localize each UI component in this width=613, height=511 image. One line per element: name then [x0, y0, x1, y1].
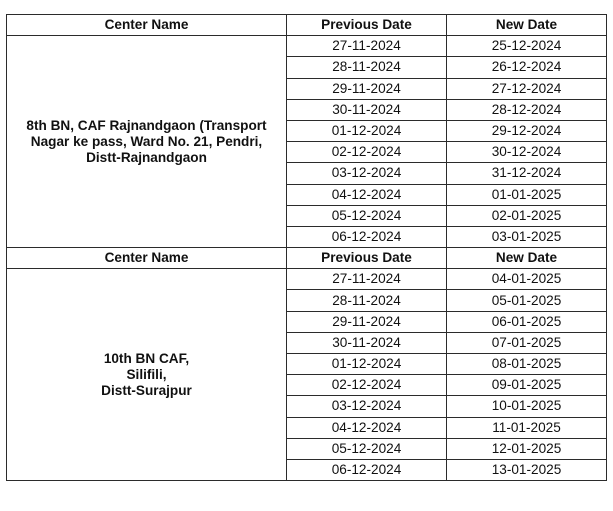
- previous-date-cell: 06-12-2024: [287, 459, 447, 480]
- center-name-header: Center Name: [7, 248, 287, 269]
- previous-date-cell: 30-11-2024: [287, 99, 447, 120]
- table-row: [7, 36, 607, 57]
- new-date-cell: 31-12-2024: [447, 163, 607, 184]
- center-name-line: Distt-Surajpur: [101, 382, 192, 398]
- new-date-cell: 07-01-2025: [447, 332, 607, 353]
- previous-date-cell: 30-11-2024: [287, 332, 447, 353]
- new-date-cell: 01-01-2025: [447, 184, 607, 205]
- center-name-line: 8th BN, CAF Rajnandgaon (Transport: [26, 117, 267, 133]
- new-date-cell: 08-01-2025: [447, 354, 607, 375]
- previous-date-cell: 02-12-2024: [287, 142, 447, 163]
- new-date-cell: 29-12-2024: [447, 120, 607, 141]
- center-name-header: Center Name: [7, 15, 287, 36]
- center-name-line: Distt-Rajnandgaon: [86, 149, 207, 165]
- new-date-cell: 25-12-2024: [447, 36, 607, 57]
- previous-date-cell: 04-12-2024: [287, 417, 447, 438]
- new-date-cell: 05-01-2025: [447, 290, 607, 311]
- previous-date-cell: 01-12-2024: [287, 120, 447, 141]
- new-date-cell: 28-12-2024: [447, 99, 607, 120]
- previous-date-cell: 02-12-2024: [287, 375, 447, 396]
- header-row: [7, 248, 607, 269]
- previous-date-cell: 04-12-2024: [287, 184, 447, 205]
- header-row: [7, 15, 607, 36]
- previous-date-cell: 29-11-2024: [287, 78, 447, 99]
- table-body: [7, 15, 607, 481]
- previous-date-header: Previous Date: [287, 248, 447, 269]
- new-date-cell: 10-01-2025: [447, 396, 607, 417]
- previous-date-cell: 03-12-2024: [287, 396, 447, 417]
- schedule-sheet: [6, 14, 606, 481]
- previous-date-cell: 28-11-2024: [287, 57, 447, 78]
- previous-date-cell: 29-11-2024: [287, 311, 447, 332]
- center-name-line: 10th BN CAF,: [103, 350, 190, 366]
- date-change-table: [6, 14, 607, 481]
- new-date-cell: 26-12-2024: [447, 57, 607, 78]
- previous-date-cell: 27-11-2024: [287, 269, 447, 290]
- new-date-cell: 09-01-2025: [447, 375, 607, 396]
- previous-date-header: Previous Date: [287, 15, 447, 36]
- new-date-cell: 06-01-2025: [447, 311, 607, 332]
- new-date-cell: 02-01-2025: [447, 205, 607, 226]
- center-name-line: Silifili,: [126, 366, 167, 382]
- center-name-line: Nagar ke pass, Ward No. 21, Pendri,: [30, 133, 263, 149]
- new-date-cell: 04-01-2025: [447, 269, 607, 290]
- previous-date-cell: 28-11-2024: [287, 290, 447, 311]
- previous-date-cell: 27-11-2024: [287, 36, 447, 57]
- new-date-cell: 03-01-2025: [447, 226, 607, 247]
- new-date-cell: 11-01-2025: [447, 417, 607, 438]
- center-name-cell: [7, 269, 287, 481]
- new-date-cell: 27-12-2024: [447, 78, 607, 99]
- table-row: [7, 269, 607, 290]
- new-date-cell: 12-01-2025: [447, 438, 607, 459]
- new-date-cell: 30-12-2024: [447, 142, 607, 163]
- previous-date-cell: 05-12-2024: [287, 205, 447, 226]
- previous-date-cell: 05-12-2024: [287, 438, 447, 459]
- center-name-cell: [7, 36, 287, 248]
- new-date-header: New Date: [447, 248, 607, 269]
- previous-date-cell: 06-12-2024: [287, 226, 447, 247]
- new-date-cell: 13-01-2025: [447, 459, 607, 480]
- previous-date-cell: 03-12-2024: [287, 163, 447, 184]
- previous-date-cell: 01-12-2024: [287, 354, 447, 375]
- new-date-header: New Date: [447, 15, 607, 36]
